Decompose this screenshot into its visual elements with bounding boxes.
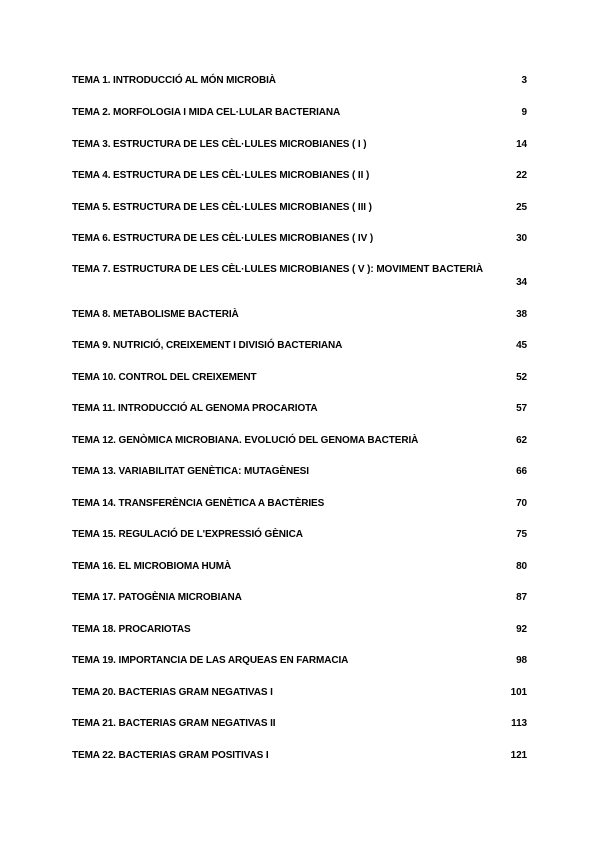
toc-entry-page: 9: [521, 107, 527, 118]
toc-entry-page: 121: [510, 750, 527, 761]
toc-entry-page: 87: [516, 592, 527, 603]
toc-entry-title: TEMA 16. EL MICROBIOMA HUMÀ: [72, 561, 232, 572]
toc-entry-title: TEMA 21. BACTERIAS GRAM NEGATIVAS II: [72, 718, 276, 729]
toc-entry-page: 52: [516, 372, 527, 383]
toc-entry-page: 66: [516, 466, 527, 477]
toc-entry-page: 80: [516, 561, 527, 572]
toc-entry-title: TEMA 3. ESTRUCTURA DE LES CÈL·LULES MICROBIANES ( I ): [72, 139, 367, 150]
toc-entry-title: TEMA 12. GENÒMICA MICROBIANA. EVOLUCIÓ DEL GENOMA BACTERIÀ: [72, 435, 419, 446]
toc-entry-page: 113: [511, 718, 527, 729]
toc-entry-page: 25: [516, 202, 527, 213]
toc-entry-page: 14: [516, 139, 527, 150]
toc-entry-page: 57: [516, 403, 527, 414]
toc-entry-title: TEMA 2. MORFOLOGIA I MIDA CEL·LULAR BACTERIANA: [72, 107, 341, 118]
toc-entry-title: TEMA 20. BACTERIAS GRAM NEGATIVAS I: [72, 687, 273, 698]
toc-entry-title: TEMA 22. BACTERIAS GRAM POSITIVAS I: [72, 750, 269, 761]
toc-entry-title: TEMA 7. ESTRUCTURA DE LES CÈL·LULES MICROBIANES ( V ): MOVIMENT BACTERIÀ: [72, 264, 483, 275]
toc-entry-title: TEMA 1. INTRODUCCIÓ AL MÓN MICROBIÀ: [72, 75, 276, 86]
toc-entry-page: 98: [516, 655, 527, 666]
toc-entry-title: TEMA 19. IMPORTANCIA DE LAS ARQUEAS EN FARMACIA: [72, 655, 349, 666]
toc-entry-title: TEMA 11. INTRODUCCIÓ AL GENOMA PROCARIOTA: [72, 403, 318, 414]
toc-entry-page: 62: [516, 435, 527, 446]
toc-entry-page: 45: [516, 340, 527, 351]
toc-entry-page: 70: [516, 498, 527, 509]
toc-entry-title: TEMA 5. ESTRUCTURA DE LES CÈL·LULES MICROBIANES ( III ): [72, 202, 372, 213]
toc-entry-title: TEMA 15. REGULACIÓ DE L'EXPRESSIÓ GÈNICA: [72, 529, 303, 540]
toc-entry-page: 38: [516, 309, 527, 320]
toc-entry-page: 3: [521, 75, 527, 86]
toc-entry-title: TEMA 10. CONTROL DEL CREIXEMENT: [72, 372, 257, 383]
toc-entry-title: TEMA 14. TRANSFERÈNCIA GENÈTICA A BACTÈRIES: [72, 498, 325, 509]
table-of-contents: [72, 0, 527, 848]
toc-entry-page: 30: [516, 233, 527, 244]
toc-entry-title: TEMA 18. PROCARIOTAS: [72, 624, 191, 635]
toc-entry-page: 34: [516, 277, 527, 288]
toc-entry-page: 101: [510, 687, 527, 698]
toc-entry-title: TEMA 13. VARIABILITAT GENÈTICA: MUTAGÈNESI: [72, 466, 309, 477]
toc-entry-page: 22: [516, 170, 527, 181]
toc-entry-title: TEMA 6. ESTRUCTURA DE LES CÈL·LULES MICROBIANES ( IV ): [72, 233, 374, 244]
toc-entry-title: TEMA 9. NUTRICIÓ, CREIXEMENT I DIVISIÓ BACTERIANA: [72, 340, 343, 351]
toc-entry-title: TEMA 8. METABOLISME BACTERIÀ: [72, 309, 239, 320]
toc-entry-title: TEMA 17. PATOGÈNIA MICROBIANA: [72, 592, 242, 603]
toc-entry-page: 92: [516, 624, 527, 635]
toc-entry-page: 75: [516, 529, 527, 540]
toc-entry-title: TEMA 4. ESTRUCTURA DE LES CÈL·LULES MICROBIANES ( II ): [72, 170, 370, 181]
